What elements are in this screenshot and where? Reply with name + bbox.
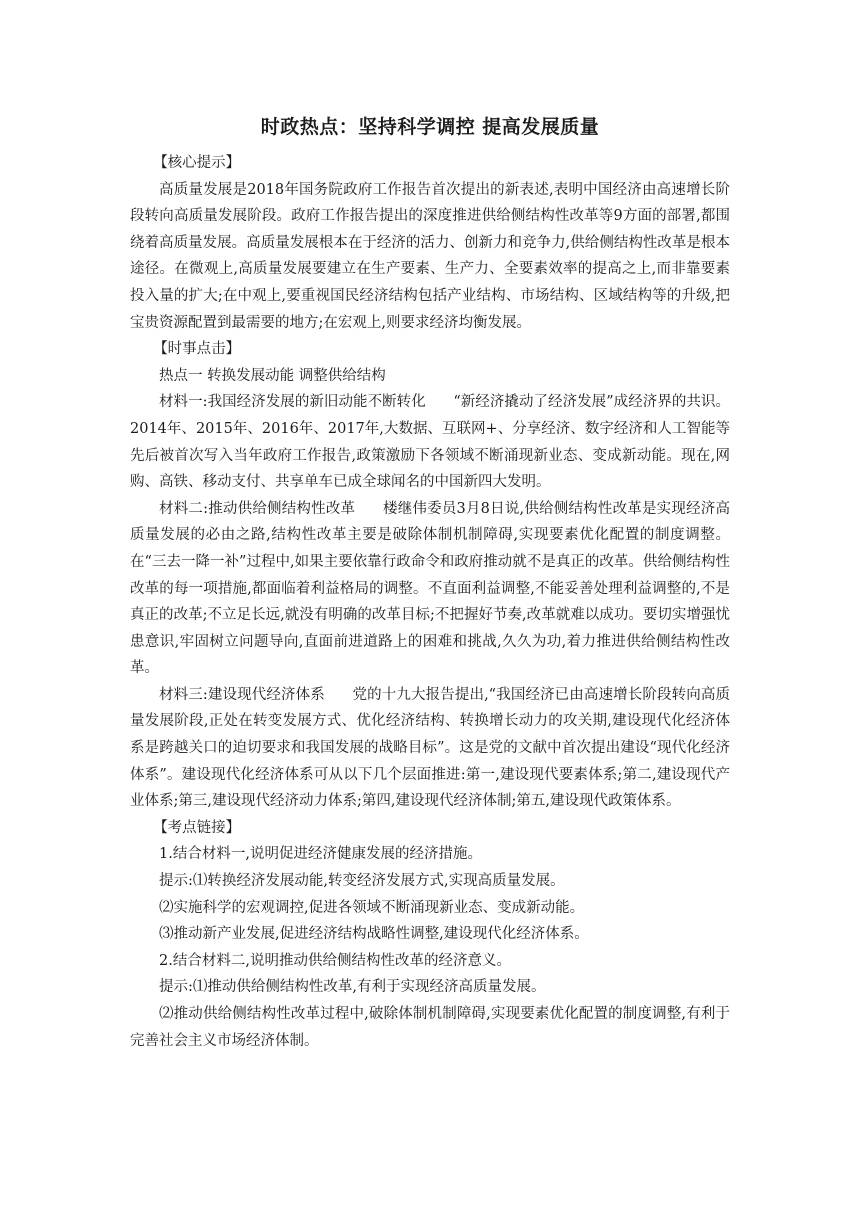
material-2-text: 楼继伟委员3月8日说,供给侧结构性改革是实现经济高质量发展的必由之路,结构性改革主要是破除体制机制障碍,实现要素优化配置的制度调整。在“三去一降一补”过程中,如果主要依靠行政命令和政府推动就不是真正的改革。供给侧结构性改革的每一项措施,都面临着利益格局的调整。不直面利益调整,不能妥善处理利益调整的,不是真正的改革;不立足长远,就没有明确的改革目标;不把握好节奏,改革就难以成功。要切实增强忧患意识,牢固树立问题导向,直面前进道路上的困难和挑战,久久为功,着力推进供给侧结构性改革。 — [130, 500, 730, 677]
question-1-answer-1: 提示:⑴转换经济发展动能,转变经济发展方式,实现高质量发展。 — [159, 873, 565, 890]
material-3-paragraph — [130, 682, 730, 815]
section-heading-news: 【时事点击】 — [153, 341, 241, 358]
hotspot-1-heading: 热点一 转换发展动能 调整供给结构 — [159, 367, 386, 384]
material-1-text: “新经济撬动了经济发展”成经济界的共识。2014年、2015年、2016年、2017年,大数据、互联网+、分享经济、数字经济和人工智能等先后被首次写入当年政府工作报告,政策激励下各领域不断涌现新业态、变成新动能。现在,网购、高铁、移动支付、共享单车已成全球闻名的中国新四大发明。 — [130, 394, 731, 491]
section-heading-link: 【考点链接】 — [153, 819, 241, 836]
question-1-answer-3: ⑶推动新产业发展,促进经济结构战略性调整,建设现代化经济体系。 — [159, 926, 589, 943]
section-heading-core: 【核心提示】 — [153, 155, 241, 171]
document-body — [130, 112, 730, 1054]
question-1: 1.结合材料一,说明促进经济健康发展的经济措施。 — [159, 846, 482, 863]
material-1-label: 材料一:我国经济发展的新旧动能不断转化 — [159, 394, 426, 411]
core-paragraph: 高质量发展是2018年国务院政府工作报告首次提出的新表述,表明中国经济由高速增长阶段转向高质量发展阶段。政府工作报告提出的深度推进供给侧结构性改革等9方面的部署,都围绕着高质量发展。高质量发展根本在于经济的活力、创新力和竞争力,供给侧结构性改革是根本途径。在微观上,高质量发展要建立在生产要素、生产力、全要素效率的提高之上,而非靠要素投入量的扩大;在中观上,要重视国民经济结构包括产业结构、市场结构、区域结构等的升级,把宝贵资源配置到最需要的地方;在宏观上,则要求经济均衡发展。 — [130, 181, 730, 331]
material-2-paragraph — [130, 496, 730, 682]
question-2-answer-2: ⑵推动供给侧结构性改革过程中,破除体制机制障碍,实现要素优化配置的制度调整,有利于完善社会主义市场经济体制。 — [130, 1006, 730, 1049]
question-1-answer-2: ⑵实施科学的宏观调控,促进各领域不断涌现新业态、变成新动能。 — [159, 899, 585, 916]
material-1-paragraph — [130, 389, 730, 495]
material-2-label: 材料二:推动供给侧结构性改革 — [159, 500, 356, 517]
material-3-text: 党的十九大报告提出,“我国经济已由高速增长阶段转向高质量发展阶段,正处在转变发展方式、优化经济结构、转换增长动力的攻关期,建设现代化经济体系是跨越关口的迫切要求和我国发展的战略目标”。这是党的文献中首次提出建设“现代化经济体系”。建设现代化经济体系可从以下几个层面推进:第一,建设现代要素体系;第二,建设现代产业体系;第三,建设现代经济动力体系;第四,建设现代经济体制;第五,建设现代政策体系。 — [130, 686, 730, 810]
question-2: 2.结合材料二,说明推动供给侧结构性改革的经济意义。 — [159, 952, 511, 969]
question-2-answer-1: 提示:⑴推动供给侧结构性改革,有利于实现经济高质量发展。 — [159, 979, 546, 996]
material-3-label: 材料三:建设现代经济体系 — [159, 686, 325, 703]
document-title: 时政热点：坚持科学调控 提高发展质量 — [260, 116, 600, 138]
